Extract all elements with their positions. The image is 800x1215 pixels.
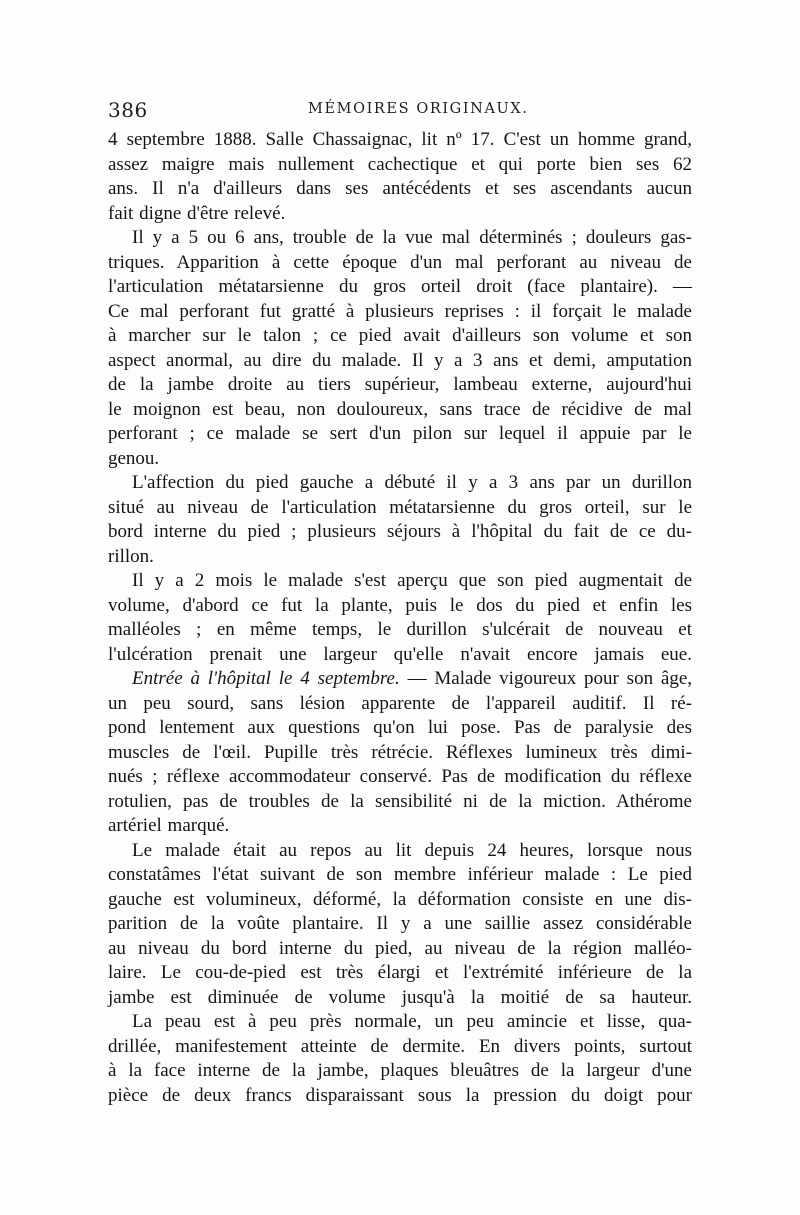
text-line: l'articulation métatarsienne du gros orteil droit (face plantaire). — [108, 276, 692, 297]
running-title: MÉMOIRES ORIGINAUX. [308, 101, 529, 117]
text-line: malléoles ; en même temps, le durillon s'ulcérait de nouveau et [108, 619, 692, 640]
paragraph-intro [108, 128, 692, 226]
page-number: 386 [108, 98, 148, 122]
text-line: assez maigre mais nullement cachectique et qui porte bien ses 62 [108, 153, 692, 175]
text-line: à la face interne de la jambe, plaques bleuâtres de la largeur d'une [108, 1060, 692, 1081]
text-line: de la jambe droite au tiers supérieur, lambeau externe, aujourd'hui [108, 374, 692, 395]
text-line: Il y a 2 mois le malade s'est aperçu que son pied augmentait de [132, 570, 692, 591]
paragraph-history [108, 226, 692, 471]
admission-subheading: Entrée à l'hôpital le 4 septembre. [132, 668, 400, 689]
text-line: drillée, manifestement atteinte de dermite. En divers points, surtout [108, 1035, 692, 1057]
text-line [108, 667, 692, 692]
paragraph-skin [108, 1010, 692, 1108]
text-line: parition de la voûte plantaire. Il y a une saillie assez considérable [108, 913, 692, 934]
text-line: rillon. [108, 545, 154, 567]
text-line: artériel marqué. [108, 815, 230, 836]
text-line: l'ulcération prenait une largeur qu'elle n'avait encore jamais eue. [108, 643, 692, 665]
text-line: le moignon est beau, non douloureux, sans trace de récidive de mal [108, 398, 692, 420]
text-line: La peau est à peu près normale, un peu amincie et lisse, qua- [132, 1011, 692, 1032]
text-line: gauche est volumineux, déformé, la déformation consiste en une dis- [108, 888, 692, 910]
text-line: volume, d'abord ce fut la plante, puis le dos du pied et enfin les [108, 594, 692, 616]
text-line: perforant ; ce malade se sert d'un pilon sur lequel il appuie par le [108, 423, 692, 444]
paragraph-examination [108, 839, 692, 1011]
text-line: bord interne du pied ; plusieurs séjours à l'hôpital du fait de ce du- [108, 521, 692, 542]
text-line: ans. Il n'a d'ailleurs dans ses antécédents et ses ascendants aucun [108, 178, 692, 199]
text-line: Le malade était au repos au lit depuis 24 heures, lorsque nous [132, 839, 692, 861]
text-line: Il y a 5 ou 6 ans, trouble de la vue mal déterminés ; douleurs gas- [132, 227, 692, 248]
text-line: nués ; réflexe accommodateur conservé. Pas de modification du réflexe [108, 766, 692, 787]
paragraph-two-months [108, 569, 692, 667]
text-line: Ce mal perforant fut gratté à plusieurs reprises : il forçait le malade [108, 300, 692, 322]
paragraph-left-foot [108, 471, 692, 569]
text-line: genou. [108, 447, 160, 469]
text-line: aspect anormal, au dire du malade. Il y a 3 ans et demi, amputation [108, 349, 692, 371]
text-line: pièce de deux francs disparaissant sous la pression du doigt pour [108, 1084, 692, 1106]
text-line: constatâmes l'état suivant de son membre inférieur malade : Le pied [108, 864, 692, 885]
paragraph-admission [108, 667, 692, 839]
text-line: situé au niveau de l'articulation métatarsienne du gros orteil, sur le [108, 496, 692, 518]
text-line: un peu sourd, sans lésion apparente de l'appareil auditif. Il ré- [108, 692, 692, 714]
text-line: muscles de l'œil. Pupille très rétrécie. Réflexes lumineux très dimi- [108, 741, 692, 763]
text-line: au niveau du bord interne du pied, au niveau de la région malléo- [108, 937, 692, 959]
text-line: jambe est diminuée de volume jusqu'à la moitié de sa hauteur. [108, 986, 692, 1008]
text-line: pond lentement aux questions qu'on lui pose. Pas de paralysie des [108, 717, 692, 738]
text-fragment: — Malade vigoureux pour son âge, [407, 668, 693, 689]
body-text [108, 128, 692, 1108]
text-line: L'affection du pied gauche a débuté il y a 3 ans par un durillon [132, 472, 692, 493]
text-line: à marcher sur le talon ; ce pied avait d'ailleurs son volume et son [108, 325, 692, 346]
text-line: fait digne d'être relevé. [108, 202, 286, 224]
text-line: 4 septembre 1888. Salle Chassaignac, lit nº 17. C'est un homme grand, [108, 129, 692, 150]
text-line: laire. Le cou-de-pied est très élargi et l'extrémité inférieure de la [108, 962, 692, 983]
page-header [108, 98, 692, 128]
text-line: triques. Apparition à cette époque d'un mal perforant au niveau de [108, 251, 692, 273]
text-line: rotulien, pas de troubles de la sensibilité ni de la miction. Athérome [108, 790, 692, 812]
